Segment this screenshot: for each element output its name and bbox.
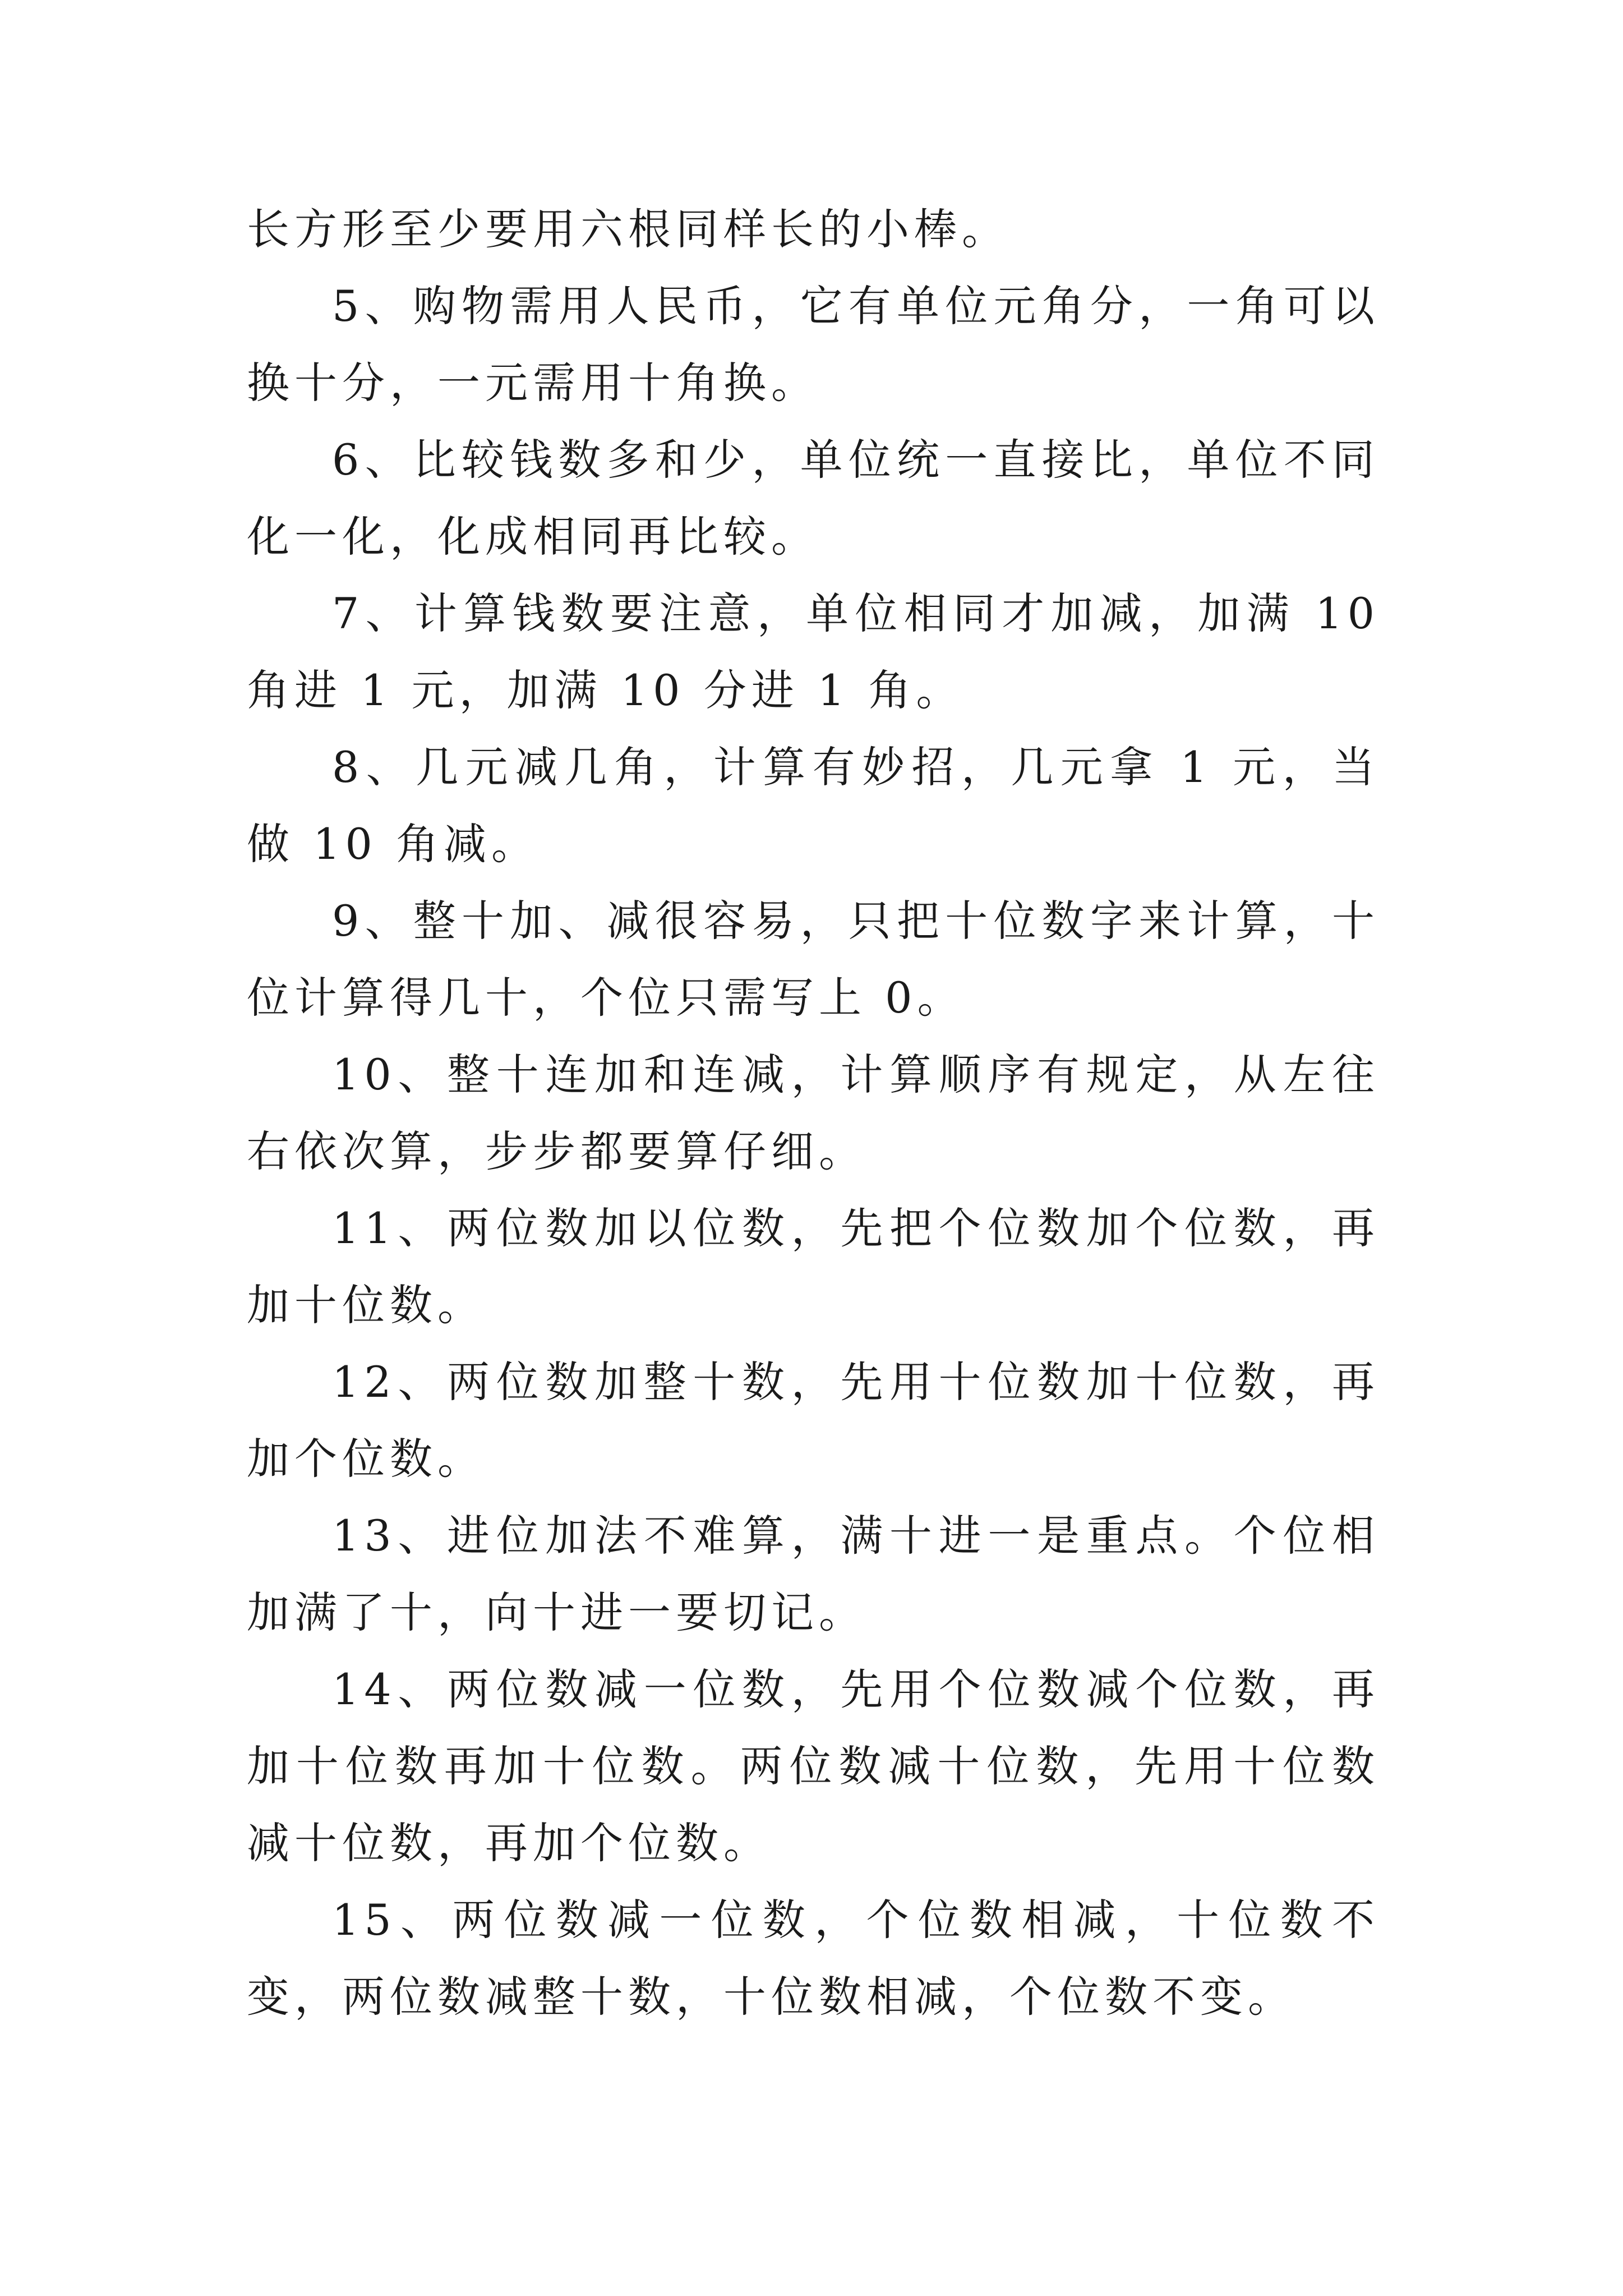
paragraph-12: 15、两位数减一位数，个位数相减，十位数不变，两位数减整十数，十位数相减，个位数不变。 <box>247 1895 1380 2022</box>
paragraph-4: 7、计算钱数要注意，单位相同才加减，加满 10 角进 1 元，加满 10 分进 1 角。 <box>247 588 1380 715</box>
paragraph-10: 13、进位加法不难算，满十进一是重点。个位相加满了十，向十进一要切记。 <box>247 1511 1380 1637</box>
paragraph-3: 6、比较钱数多和少，单位统一直接比，单位不同化一化，化成相同再比较。 <box>247 435 1380 562</box>
paragraph-2: 5、购物需用人民币，它有单位元角分，一角可以换十分，一元需用十角换。 <box>247 281 1380 408</box>
document-body <box>247 191 1380 2035</box>
paragraph-9: 12、两位数加整十数，先用十位数加十位数，再加个位数。 <box>247 1357 1380 1484</box>
paragraph-8: 11、两位数加以位数，先把个位数加个位数，再加十位数。 <box>247 1203 1380 1330</box>
paragraph-6: 9、整十加、减很容易，只把十位数字来计算，十位计算得几十，个位只需写上 0。 <box>247 896 1380 1023</box>
paragraph-1: 长方形至少要用六根同样长的小棒。 <box>247 204 1009 254</box>
paragraph-11: 14、两位数减一位数，先用个位数减个位数，再加十位数再加十位数。两位数减十位数，先用十位数减十位数，再加个位数。 <box>247 1664 1380 1868</box>
paragraph-7: 10、整十连加和连减，计算顺序有规定，从左往右依次算，步步都要算仔细。 <box>247 1050 1380 1176</box>
paragraph-5: 8、几元减几角，计算有妙招，几元拿 1 元，当做 10 角减。 <box>247 742 1380 869</box>
